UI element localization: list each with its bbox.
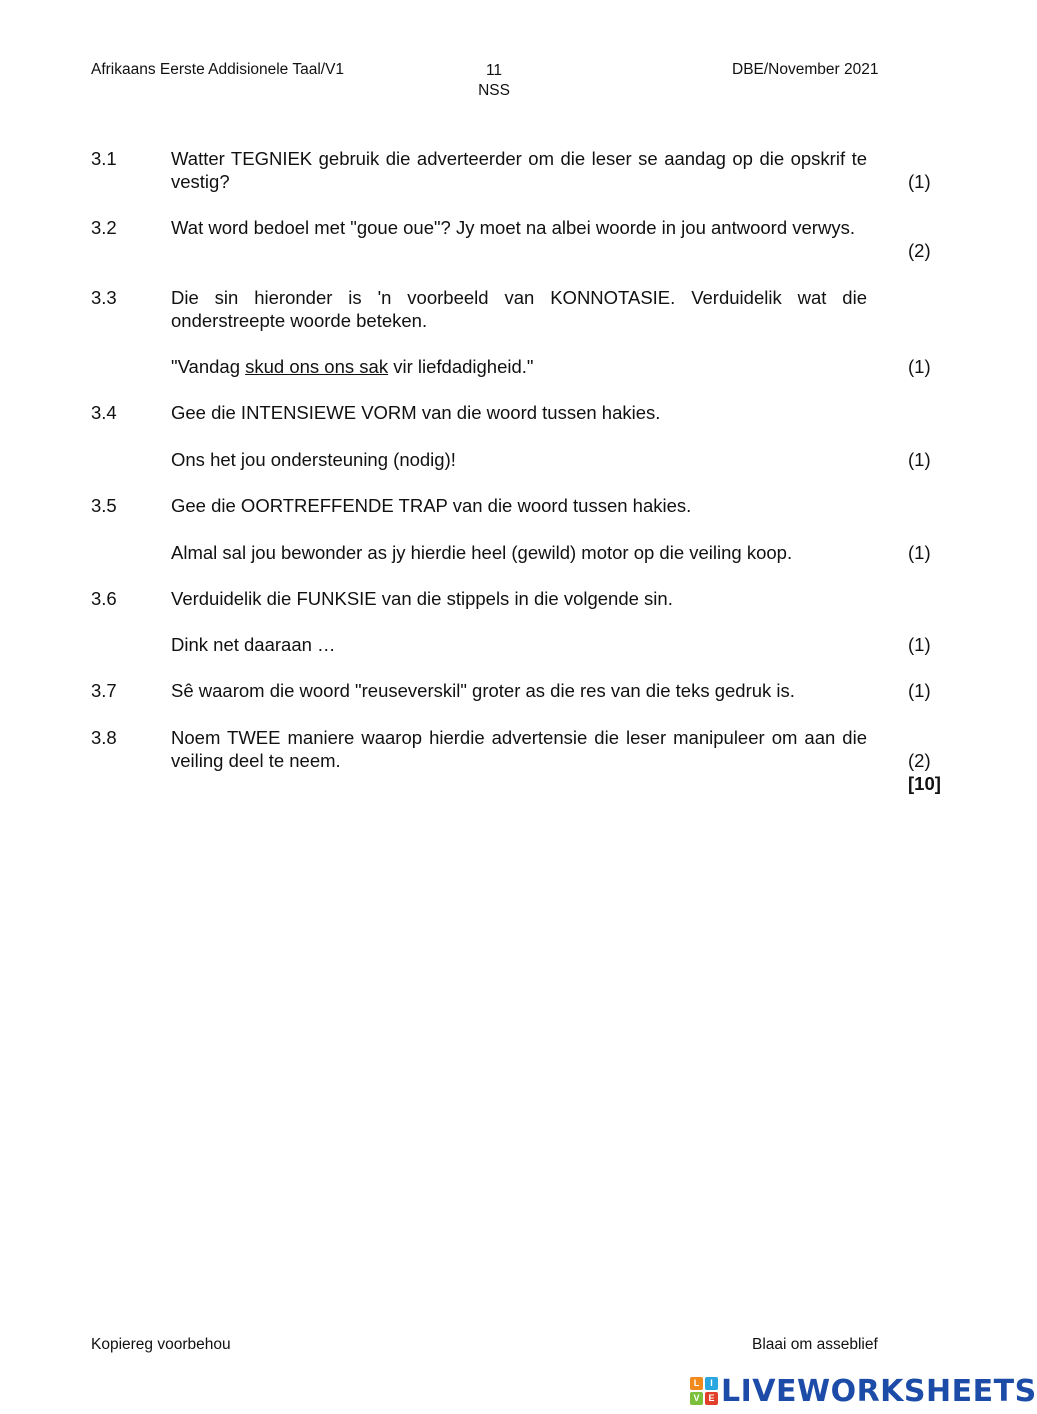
footer-turn-page: Blaai om asseblief [752, 1336, 878, 1353]
question-text: Wat word bedoel met "goue oue"? Jy moet na albei woorde in jou antwoord verwys. [171, 217, 855, 238]
example-sentence [171, 355, 533, 378]
question-text: Sê waarom die woord "reuseverskil" groter as die res van die teks gedruk is. [171, 680, 795, 701]
liveworksheets-logo-icon [690, 1377, 718, 1405]
liveworksheets-text: LIVEWORKSHEETS [721, 1373, 1037, 1409]
logo-letter: L [690, 1377, 703, 1390]
question-text: Watter TEGNIEK gebruik die adverteerder om die leser se aandag op die opskrif te vestig? [171, 148, 867, 192]
question-mark: (1) [908, 356, 931, 377]
question-text: Verduidelik die FUNKSIE van die stippels in die volgende sin. [171, 588, 673, 609]
question-mark: (2) [908, 240, 931, 261]
question-mark: (1) [908, 449, 931, 470]
underlined-words: skud ons ons sak [245, 356, 389, 377]
level-label: NSS [478, 82, 510, 99]
question-number: 3.5 [91, 495, 117, 516]
header-exam-date: DBE/November 2021 [732, 61, 879, 78]
example-sentence-end: vir liefdadigheid." [388, 356, 534, 377]
logo-letter: V [690, 1392, 703, 1405]
header-page-number [470, 61, 518, 101]
section-total: [10] [908, 773, 941, 794]
question-mark: (1) [908, 634, 931, 655]
question-number: 3.6 [91, 588, 117, 609]
example-sentence-start: "Vandag [171, 356, 246, 377]
logo-letter: E [705, 1392, 718, 1405]
example-sentence: Dink net daaraan … [171, 634, 336, 655]
logo-letter: I [705, 1377, 718, 1390]
question-text: Die sin hieronder is 'n voorbeeld van KONNOTASIE. Verduidelik wat die onderstreepte woorde beteken. [171, 287, 867, 331]
header-subject: Afrikaans Eerste Addisionele Taal/V1 [91, 61, 345, 78]
page-number: 11 [485, 62, 503, 79]
question-mark: (1) [908, 680, 931, 701]
liveworksheets-watermark [690, 1374, 1037, 1408]
question-text: Gee die OORTREFFENDE TRAP van die woord tussen hakies. [171, 495, 692, 516]
example-sentence: Almal sal jou bewonder as jy hierdie heel (gewild) motor op die veiling koop. [171, 542, 793, 563]
question-number: 3.1 [91, 148, 117, 169]
question-number: 3.7 [91, 680, 117, 701]
question-number: 3.2 [91, 217, 117, 238]
question-number: 3.3 [91, 287, 117, 308]
question-text: Noem TWEE maniere waarop hierdie advertensie die leser manipuleer om aan die veiling deel te neem. [171, 727, 867, 771]
question-mark: (1) [908, 542, 931, 563]
footer-copyright: Kopiereg voorbehou [91, 1336, 231, 1353]
question-mark: (2) [908, 750, 931, 771]
question-text: Gee die INTENSIEWE VORM van die woord tussen hakies. [171, 402, 661, 423]
example-sentence: Ons het jou ondersteuning (nodig)! [171, 449, 456, 470]
question-mark: (1) [908, 171, 931, 192]
question-number: 3.8 [91, 727, 117, 748]
question-number: 3.4 [91, 402, 117, 423]
